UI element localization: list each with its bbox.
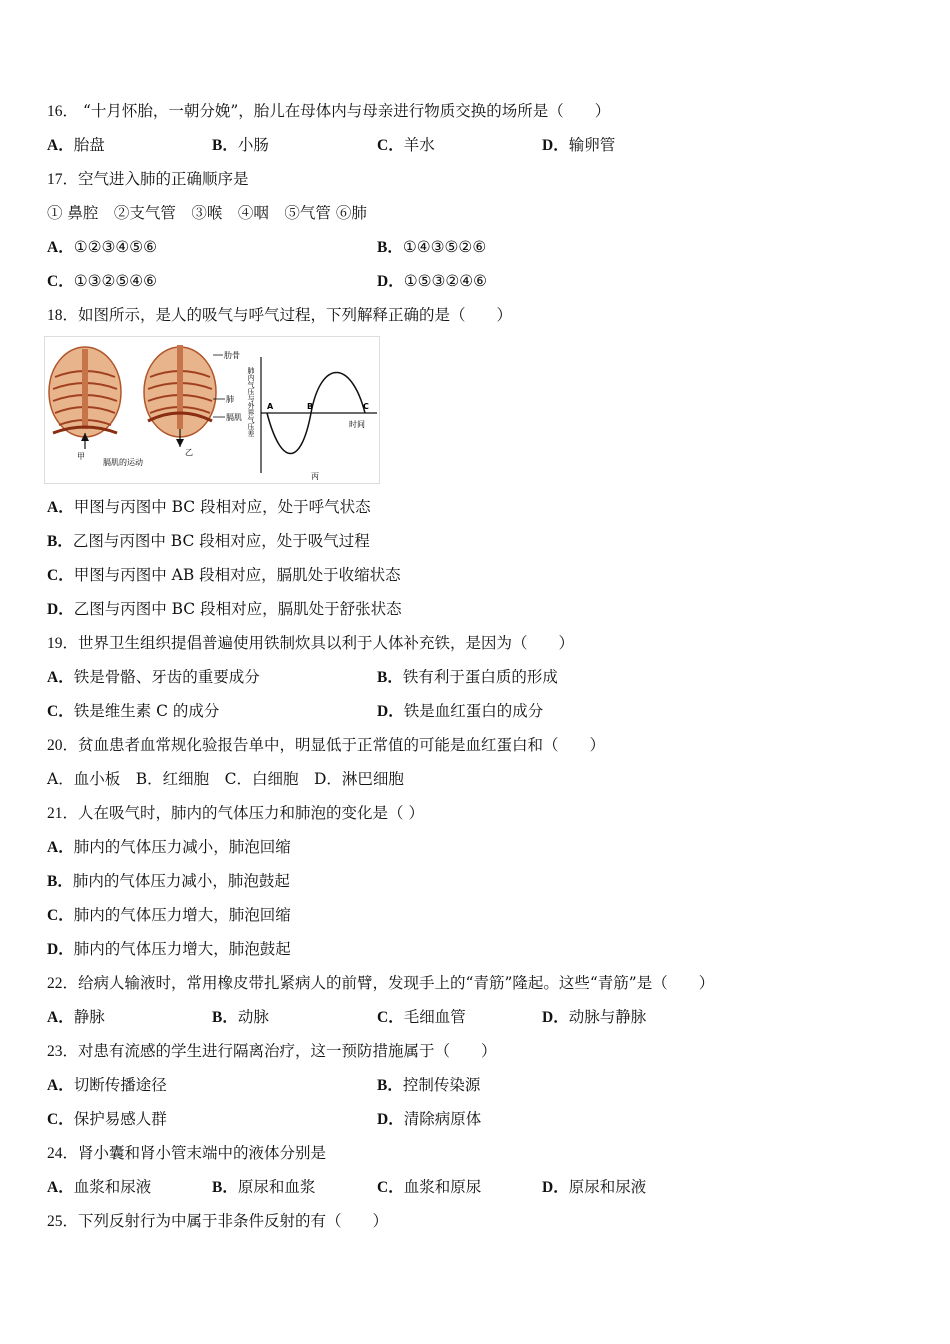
q22-option-c: C．毛细血管	[377, 1008, 466, 1026]
q22-option-a: A．静脉	[47, 1008, 105, 1026]
question-16-stem: 16． “十月怀胎，一朝分娩”，胎儿在母体内与母亲进行物质交换的场所是（ ）	[47, 102, 611, 120]
breathing-figure	[44, 336, 380, 484]
q19-option-a: A．铁是骨骼、牙齿的重要成分	[47, 668, 260, 686]
q21-option-c: C．肺内的气体压力增大，肺泡回缩	[47, 906, 291, 924]
q19-option-c: C．铁是维生素 C 的成分	[47, 702, 220, 720]
label-bing: 丙	[311, 472, 319, 481]
label-time: 时间	[349, 420, 365, 429]
label-jia: 甲	[77, 452, 85, 461]
q24-option-b: B．原尿和血浆	[212, 1178, 316, 1196]
q24-option-d: D．原尿和尿液	[542, 1178, 647, 1196]
question-19-stem: 19．世界卫生组织提倡普遍使用铁制炊具以利于人体补充铁，是因为（ ）	[47, 634, 575, 652]
q19-option-d: D．铁是血红蛋白的成分	[377, 702, 544, 720]
q17-option-a: A．①②③④⑤⑥	[47, 238, 158, 256]
question-23-stem: 23．对患有流感的学生进行隔离治疗，这一预防措施属于（ ）	[47, 1042, 497, 1060]
breathing-diagram	[45, 337, 379, 483]
point-b: B	[307, 402, 314, 411]
q24-option-c: C．血浆和原尿	[377, 1178, 482, 1196]
q16-option-a: A．胎盘	[47, 136, 105, 154]
q18-option-d: D．乙图与丙图中 BC 段相对应，膈肌处于舒张状态	[47, 600, 402, 618]
question-21-stem: 21．人在吸气时，肺内的气体压力和肺泡的变化是（ ）	[47, 804, 424, 822]
q23-option-c: C．保护易感人群	[47, 1110, 167, 1128]
q20-options: A．血小板 B．红细胞 C．白细胞 D．淋巴细胞	[47, 770, 404, 788]
point-c: C	[363, 402, 369, 411]
label-yi: 乙	[185, 448, 193, 457]
q18-option-a: A．甲图与丙图中 BC 段相对应，处于呼气状态	[47, 498, 371, 516]
q21-option-a: A．肺内的气体压力减小，肺泡回缩	[47, 838, 291, 856]
q16-option-b: B．小肠	[212, 136, 269, 154]
q21-option-d: D．肺内的气体压力增大，肺泡鼓起	[47, 940, 291, 958]
question-17-items: ① 鼻腔 ②支气管 ③喉 ④咽 ⑤气管 ⑥肺	[47, 204, 367, 222]
q17-option-c: C．①③②⑤④⑥	[47, 272, 158, 290]
pressure-graph	[247, 357, 378, 481]
q23-option-d: D．清除病原体	[377, 1110, 482, 1128]
q17-option-d: D．①⑤③②④⑥	[377, 272, 488, 290]
question-25-stem: 25．下列反射行为中属于非条件反射的有（ ）	[47, 1212, 389, 1230]
label-lung: 肺	[226, 395, 234, 404]
label-rib: 肋骨	[224, 351, 240, 360]
question-20-stem: 20．贫血患者血常规化验报告单中，明显低于正常值的可能是血红蛋白和（ ）	[47, 736, 606, 754]
q18-option-c: C．甲图与丙图中 AB 段相对应，膈肌处于收缩状态	[47, 566, 401, 584]
label-y-axis: 肺内气压与外界气压差	[247, 367, 255, 437]
q16-option-c: C．羊水	[377, 136, 435, 154]
question-17-stem: 17．空气进入肺的正确顺序是	[47, 170, 249, 188]
label-diaphragm: 膈肌	[226, 413, 242, 422]
q19-option-b: B．铁有利于蛋白质的形成	[377, 668, 558, 686]
q17-option-b: B．①④③⑤②⑥	[377, 238, 487, 256]
q22-option-b: B．动脉	[212, 1008, 269, 1026]
question-24-stem: 24．肾小囊和肾小管末端中的液体分别是	[47, 1144, 327, 1162]
question-22-stem: 22．给病人输液时，常用橡皮带扎紧病人的前臂，发现手上的“青筋”隆起。这些“青筋”是（ ）	[47, 974, 715, 992]
ribcage-jia	[49, 347, 121, 461]
q16-option-d: D．输卵管	[542, 136, 616, 154]
point-a: A	[267, 402, 274, 411]
q21-option-b: B．肺内的气体压力减小，肺泡鼓起	[47, 872, 290, 890]
label-caption: 膈肌的运动	[103, 458, 143, 467]
ribcage-yi	[103, 345, 242, 467]
q23-option-a: A．切断传播途径	[47, 1076, 167, 1094]
q18-option-b: B．乙图与丙图中 BC 段相对应，处于吸气过程	[47, 532, 370, 550]
q24-option-a: A．血浆和尿液	[47, 1178, 152, 1196]
question-18-stem: 18．如图所示，是人的吸气与呼气过程，下列解释正确的是（ ）	[47, 306, 513, 324]
q23-option-b: B．控制传染源	[377, 1076, 481, 1094]
q22-option-d: D．动脉与静脉	[542, 1008, 647, 1026]
